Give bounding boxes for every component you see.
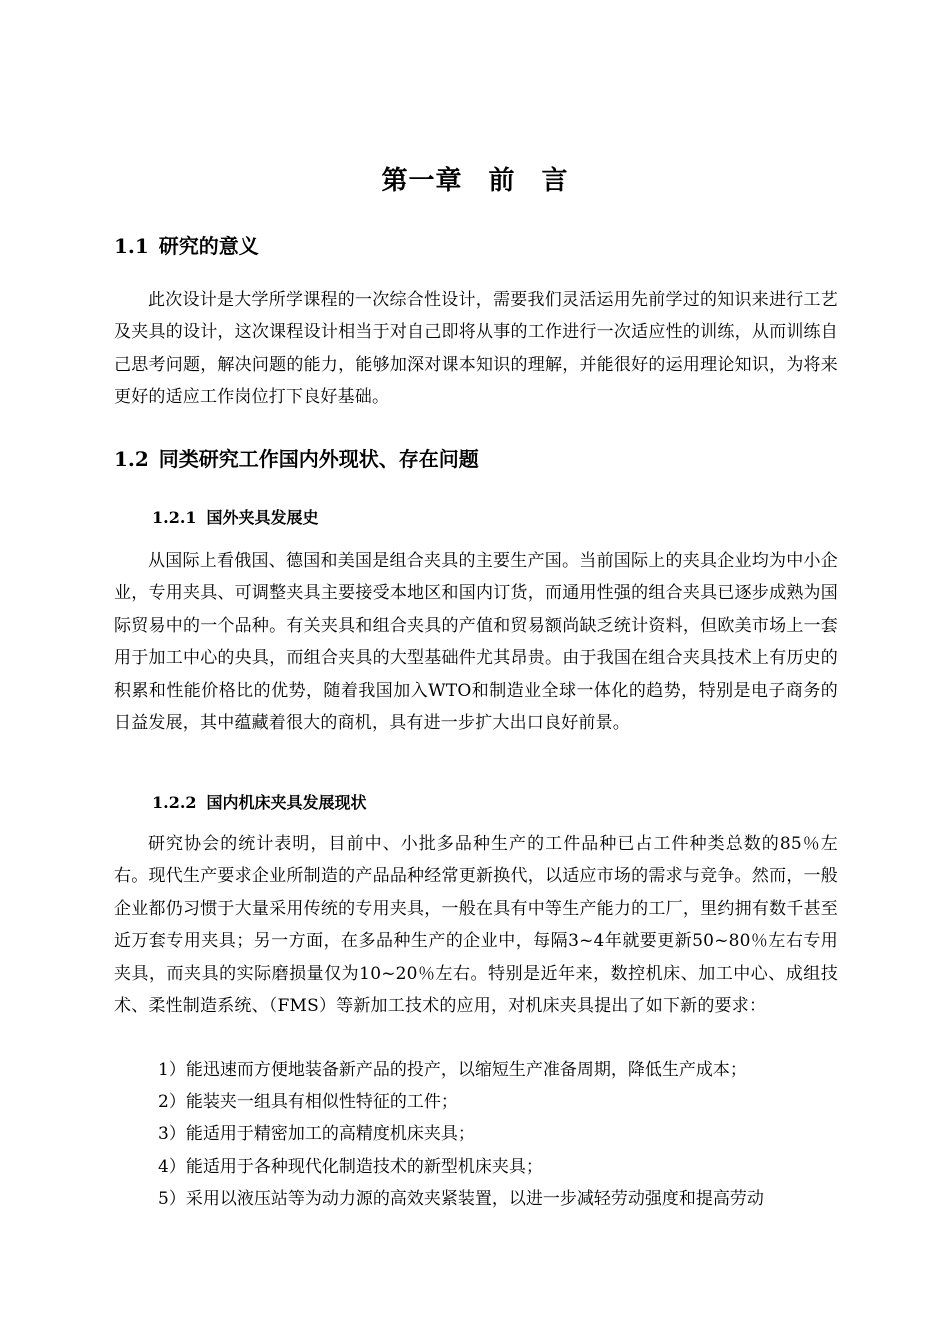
chapter-word-2: 言	[541, 166, 569, 196]
list-item: 1）能迅速而方便地装备新产品的投产，以缩短生产准备周期，降低生产成本；	[158, 1060, 747, 1080]
section-heading-1-1	[114, 230, 259, 259]
requirements-list	[114, 1054, 838, 1215]
list-item: 5）采用以液压站等为动力源的高效夹紧装置，以进一步减轻劳动强度和提高劳动	[158, 1188, 764, 1209]
section-title: 同类研究工作国内外现状、存在问题	[158, 447, 479, 471]
chapter-prefix: 第一章	[381, 166, 463, 196]
chapter-title	[0, 160, 950, 197]
subsection-number: 1.2.1	[152, 508, 197, 527]
subsection-title: 国内机床夹具发展现状	[206, 793, 367, 812]
paragraph-significance: 此次设计是大学所学课程的一次综合性设计，需要我们灵活运用先前学过的知识来进行工艺及夹具的设计，这次课程设计相当于对自己即将从事的工作进行一次适应性的训练，从而训练自己思考问题，解决问题的能力，能够加深对课本知识的理解，并能很好的运用理论知识，为将来更好的适应工作岗位打下良好基础。	[114, 290, 838, 408]
section-number: 1.2	[114, 447, 149, 471]
chapter-word-1: 前	[488, 166, 516, 196]
list-item: 3）能适用于精密加工的高精度机床夹具；	[158, 1124, 475, 1145]
subsection-heading-1-2-2	[152, 790, 367, 813]
section-number: 1.1	[114, 234, 149, 258]
subsection-number: 1.2.2	[152, 793, 197, 812]
subsection-heading-1-2-1	[152, 505, 319, 528]
paragraph-foreign-history: 从国际上看俄国、德国和美国是组合夹具的主要生产国。当前国际上的夹具企业均为中小企业，专用夹具、可调整夹具主要接受本地区和国内订货，而通用性强的组合夹具已逐步成熟为国际贸易中的一个品种。有关夹具和组合夹具的产值和贸易额尚缺乏统计资料，但欧美市场上一套用于加工中心的央具，而组合夹具的大型基础件尤其昂贵。由于我国在组合夹具技术上有历史的积累和性能价格比的优势，随着我国加入WTO和制造业全球一体化的趋势，特别是电子商务的日益发展，其中蕴藏着很大的商机，具有进一步扩大出口良好前景。	[114, 551, 838, 734]
section-title: 研究的意义	[158, 234, 259, 258]
list-item: 4）能适用于各种现代化制造技术的新型机床夹具；	[158, 1156, 543, 1177]
section-heading-1-2	[114, 443, 479, 472]
list-item: 2）能装夹一组具有相似性特征的工件；	[158, 1092, 458, 1113]
subsection-title: 国外夹具发展史	[206, 508, 319, 527]
paragraph-domestic-status: 研究协会的统计表明，目前中、小批多品种生产的工件品种已占工件种类总数的85％左右。现代生产要求企业所制造的产品品种经常更新换代，以适应市场的需求与竞争。然而，一般企业都仍习惯于大量采用传统的专用夹具，一般在具有中等生产能力的工厂，里约拥有数千甚至近万套专用夹具；另一方面，在多品种生产的企业中，每隔3~4年就要更新50~80％左右专用夹具，而夹具的实际磨损量仅为10~20％左右。特别是近年来，数控机床、加工中心、成组技术、柔性制造系统、（FMS）等新加工技术的应用，对机床夹具提出了如下新的要求：	[114, 834, 838, 1017]
